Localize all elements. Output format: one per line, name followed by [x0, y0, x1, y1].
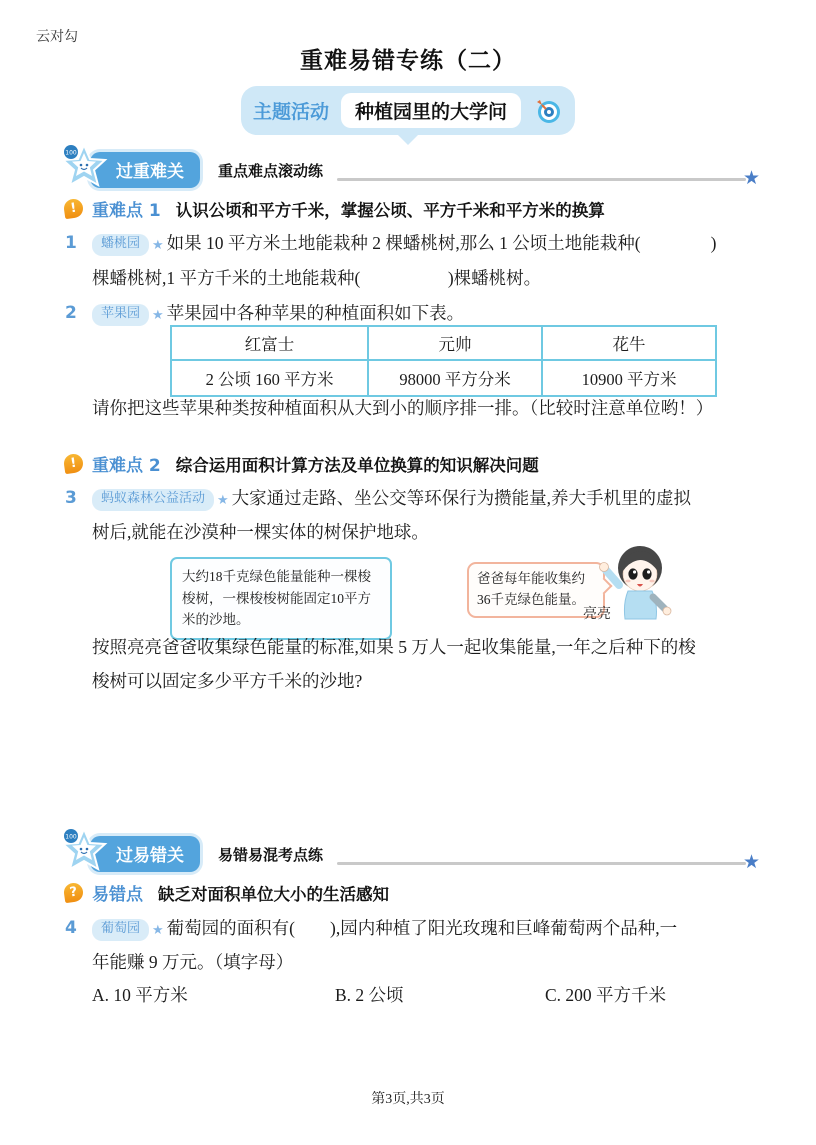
question-1-number: 1	[65, 233, 77, 253]
question-4-tag: 葡萄园	[92, 919, 149, 941]
section-header-error-prone	[60, 833, 760, 873]
question-3-question-line-2: 梭树可以固定多少平方千米的沙地?	[92, 671, 363, 691]
divider-star-icon: ★	[742, 851, 760, 873]
error-point-label: 易错点	[92, 885, 143, 905]
question-3-number: 3	[65, 488, 77, 508]
key-point-label: 重难点 1	[92, 201, 161, 221]
section-subtitle: 易错易混考点练	[218, 845, 324, 864]
star-icon: ★	[152, 238, 164, 253]
section-badge: 过重难关	[90, 152, 200, 188]
apple-area-table	[170, 325, 717, 397]
question-1-tag: 蟠桃园	[92, 234, 149, 256]
question-3-line-2: 树后,就能在沙漠种一棵实体的树保护地球。	[92, 522, 429, 542]
divider-line	[337, 178, 746, 181]
question-mark-icon: ?	[63, 882, 84, 903]
star-mascot-icon	[60, 142, 108, 190]
section-subtitle: 重点难点滚动练	[218, 161, 324, 180]
key-point-text: 认识公顷和平方千米，掌握公顷、平方千米和平方米的换算	[175, 200, 605, 220]
question-4-text-1: 葡萄园的面积有( ),园内种植了阳光玫瑰和巨峰葡萄两个品种,一	[166, 918, 678, 938]
target-icon	[533, 96, 563, 126]
error-point	[64, 880, 389, 905]
exclamation-icon: !	[63, 453, 84, 474]
question-1-text-1: 如果 10 平方米土地能栽种 2 棵蟠桃树,那么 1 公顷土地能栽种( )	[166, 233, 717, 253]
theme-activity-title: 种植园里的大学问	[341, 93, 521, 128]
question-3-line-1	[92, 486, 762, 511]
star-mascot-icon	[60, 826, 108, 874]
question-1-line-2: 棵蟠桃树,1 平方千米的土地能栽种( )棵蟠桃树。	[92, 268, 542, 288]
question-3-text-1: 大家通过走路、坐公交等环保行为攒能量,养大手机里的虚拟	[231, 488, 692, 508]
question-2-intro	[92, 301, 762, 326]
question-3-question-line-1: 按照亮亮爸爸收集绿色能量的标准,如果 5 万人一起收集能量,一年之后种下的梭	[92, 637, 696, 657]
dad-speech-bubble: 爸爸每年能收集约36千克绿色能量。	[467, 562, 605, 618]
table-header-cell: 花牛	[542, 326, 716, 360]
question-2-followup: 请你把这些苹果种类按种植面积从大到小的顺序排一排。（比较时注意单位哟！）	[92, 398, 714, 418]
key-point-text: 综合运用面积计算方法及单位换算的知识解决问题	[175, 455, 539, 475]
table-header-row	[171, 326, 716, 360]
answer-options	[92, 982, 666, 1007]
question-4-number: 4	[65, 918, 77, 938]
watermark: 云对勾	[36, 30, 78, 45]
question-2-text: 苹果园中各种苹果的种植面积如下表。	[166, 303, 465, 323]
theme-activity-label: 主题活动	[252, 101, 329, 123]
badge-pointer-triangle	[397, 134, 419, 145]
star-icon: ★	[152, 308, 164, 323]
star-icon: ★	[152, 923, 164, 938]
error-point-text: 缺乏对面积单位大小的生活感知	[158, 884, 389, 904]
question-1-line-1	[92, 231, 762, 256]
table-value-cell: 2 公顷 160 平方米	[171, 360, 368, 396]
star-icon: ★	[217, 493, 229, 508]
page-title: 重难易错专练（二）	[300, 48, 516, 74]
svg-text:100: 100	[65, 833, 77, 841]
section-badge: 过易错关	[90, 836, 200, 872]
key-point-label: 重难点 2	[92, 456, 161, 476]
page-number-footer: 第3页,共3页	[371, 1092, 445, 1107]
key-point-2	[64, 451, 539, 476]
divider-line	[337, 862, 746, 865]
option-b: B. 2 公顷	[335, 985, 404, 1005]
divider-star-icon: ★	[742, 167, 760, 189]
question-3-tag: 蚂蚁森林公益活动	[92, 489, 214, 511]
question-2-tag: 苹果园	[92, 304, 149, 326]
table-value-row	[171, 360, 716, 396]
question-4-line-2: 年能赚 9 万元。（填字母）	[92, 952, 294, 972]
table-value-cell: 98000 平方分米	[368, 360, 542, 396]
theme-activity-badge	[241, 86, 575, 135]
option-c: C. 200 平方千米	[545, 985, 667, 1005]
option-a: A. 10 平方米	[92, 985, 188, 1005]
key-point-1	[64, 196, 605, 221]
table-header-cell: 红富士	[171, 326, 368, 360]
exclamation-icon: !	[63, 198, 84, 219]
svg-text:100: 100	[65, 149, 77, 157]
section-header-key-points	[60, 149, 760, 189]
table-value-cell: 10900 平方米	[542, 360, 716, 396]
question-4-line-1	[92, 916, 762, 941]
green-energy-info-box: 大约18千克绿色能量能种一棵梭梭树，一棵梭梭树能固定10平方米的沙地。	[170, 557, 392, 640]
character-name-label: 亮亮	[583, 607, 611, 622]
question-2-number: 2	[65, 303, 77, 323]
table-header-cell: 元帅	[368, 326, 542, 360]
